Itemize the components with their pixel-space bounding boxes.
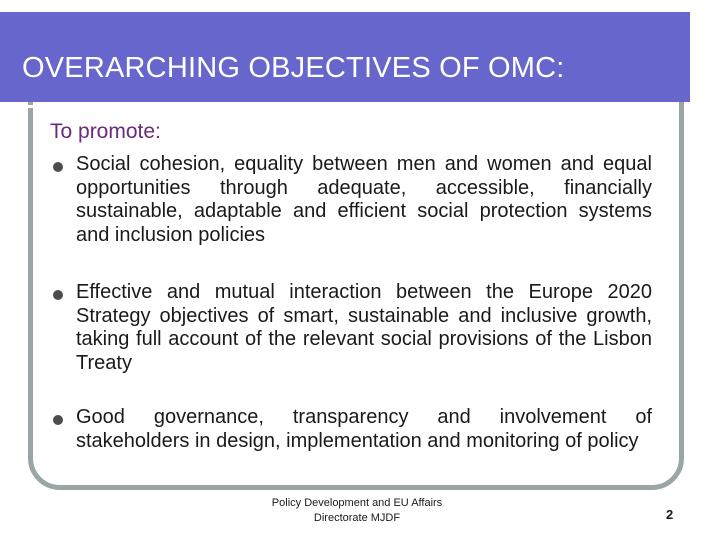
slide-title: OVERARCHING OBJECTIVES OF OMC:: [22, 52, 565, 84]
bullet-dot-icon: [53, 415, 63, 425]
footer-line: Policy Development and EU Affairs: [271, 497, 443, 509]
bullet-text: Social cohesion, equality between men and women and equal opportunities through adequate, accessible, financially sustainable, adaptable and efficient social protection systems and inclusion policies: [76, 153, 652, 246]
intro-heading: To promote:: [50, 120, 161, 143]
page-number: 2: [666, 507, 674, 522]
bullet-text: Effective and mutual interaction between the Europe 2020 Strategy objectives of smart, sustainable and inclusive growth, taking full account of the relevant social provisions of the Lisbon Treaty: [76, 281, 652, 374]
bullet-dot-icon: [53, 162, 63, 172]
footer-line: Directorate MJDF: [313, 512, 401, 524]
title-underline: [0, 105, 636, 108]
bullet-dot-icon: [53, 290, 63, 300]
slide-footer: [232, 496, 482, 526]
title-bar: [0, 12, 690, 102]
bullet-text: Good governance, transparency and involvement of stakeholders in design, implementation and monitoring of policy: [76, 406, 652, 452]
